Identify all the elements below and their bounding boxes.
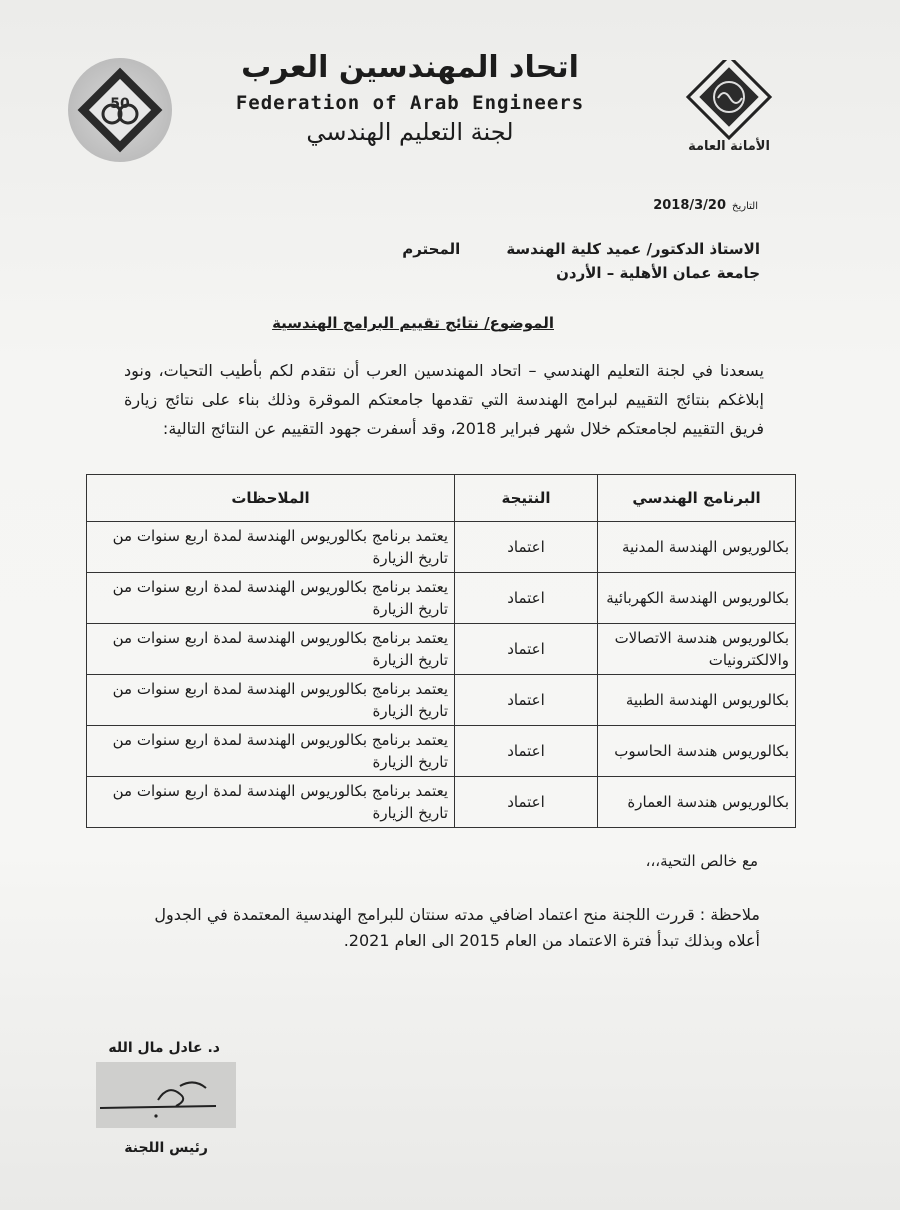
notes-cell: يعتمد برنامج بكالوريوس الهندسة لمدة اربع سنوات من تاريخ الزيارة <box>87 726 455 777</box>
notes-cell: يعتمد برنامج بكالوريوس الهندسة لمدة اربع سنوات من تاريخ الزيارة <box>87 522 455 573</box>
table-row <box>87 777 796 828</box>
accreditation-note: ملاحظة : قررت اللجنة منح اعتماد اضافي مدته سنتان للبرامج الهندسية المعتمدة في الجدول أعلاه وبذلك تبدأ فترة الاعتماد من العام 2015 الى العام 2021. <box>154 905 760 950</box>
program-cell: بكالوريوس هندسة الاتصالات والالكترونيات <box>598 624 796 675</box>
letter-body: يسعدنا في لجنة التعليم الهندسي – اتحاد المهندسين العرب أن نتقدم لكم بأطيب التحيات، ونود إبلاغكم بنتائج التقييم لبرامج الهندسة التي تقدمها جامعتكم الموقرة وذلك بناء على نتائج زيارة فريق التقييم لجامعتكم خلال شهر فبراير 2018، وقد أسفرت جهود التقييم عن النتائج التالية: <box>124 361 764 438</box>
result-cell: اعتماد <box>455 726 598 777</box>
result-cell: اعتماد <box>455 675 598 726</box>
recipient-title: الاستاذ الدكتور/ عميد كلية الهندسة <box>506 240 760 258</box>
recipient-line-2: جامعة عمان الأهلية – الأردن <box>556 264 760 282</box>
table-row <box>87 573 796 624</box>
program-cell: بكالوريوس هندسة الحاسوب <box>598 726 796 777</box>
table-row <box>87 726 796 777</box>
notes-cell: يعتمد برنامج بكالوريوس الهندسة لمدة اربع سنوات من تاريخ الزيارة <box>87 573 455 624</box>
committee-name: لجنة التعليم الهندسي <box>306 118 514 146</box>
result-cell: اعتماد <box>455 777 598 828</box>
federation-anniversary-logo <box>68 58 172 162</box>
header-notes: الملاحظات <box>87 475 455 522</box>
logo-left-number: 50 <box>110 96 130 112</box>
signer-title: رئيس اللجنة <box>124 1140 208 1156</box>
result-cell: اعتماد <box>455 573 598 624</box>
table-header-row <box>87 475 796 522</box>
date-value: 2018/3/20 <box>653 198 727 213</box>
letter-date <box>653 198 758 213</box>
federation-title-en: Federation of Arab Engineers <box>235 92 585 114</box>
letter-subject: الموضوع/ نتائج تقييم البرامج الهندسية <box>272 314 554 332</box>
recipient-line-1 <box>402 240 760 258</box>
result-cell: اعتماد <box>455 522 598 573</box>
signer-name: د. عادل مال الله <box>108 1040 220 1056</box>
table-row <box>87 522 796 573</box>
federation-title-ar: اتحاد المهندسين العرب <box>241 50 579 85</box>
recipient-respected: المحترم <box>402 240 461 258</box>
table-row <box>87 675 796 726</box>
program-cell: بكالوريوس هندسة العمارة <box>598 777 796 828</box>
evaluation-results-table <box>86 474 796 828</box>
logo-right-caption: الأمانة العامة <box>688 139 770 154</box>
handwritten-signature <box>96 1062 236 1128</box>
notes-cell: يعتمد برنامج بكالوريوس الهندسة لمدة اربع سنوات من تاريخ الزيارة <box>87 624 455 675</box>
header-result: النتيجة <box>455 475 598 522</box>
notes-cell: يعتمد برنامج بكالوريوس الهندسة لمدة اربع سنوات من تاريخ الزيارة <box>87 675 455 726</box>
notes-cell: يعتمد برنامج بكالوريوس الهندسة لمدة اربع سنوات من تاريخ الزيارة <box>87 777 455 828</box>
program-cell: بكالوريوس الهندسة الطبية <box>598 675 796 726</box>
program-cell: بكالوريوس الهندسة الكهربائية <box>598 573 796 624</box>
table-row <box>87 624 796 675</box>
program-cell: بكالوريوس الهندسة المدنية <box>598 522 796 573</box>
date-label: التاريخ <box>732 201 758 212</box>
closing-greeting: مع خالص التحية،،، <box>645 852 758 870</box>
result-cell: اعتماد <box>455 624 598 675</box>
header-program: البرنامج الهندسي <box>598 475 796 522</box>
general-secretariat-logo <box>678 60 784 160</box>
